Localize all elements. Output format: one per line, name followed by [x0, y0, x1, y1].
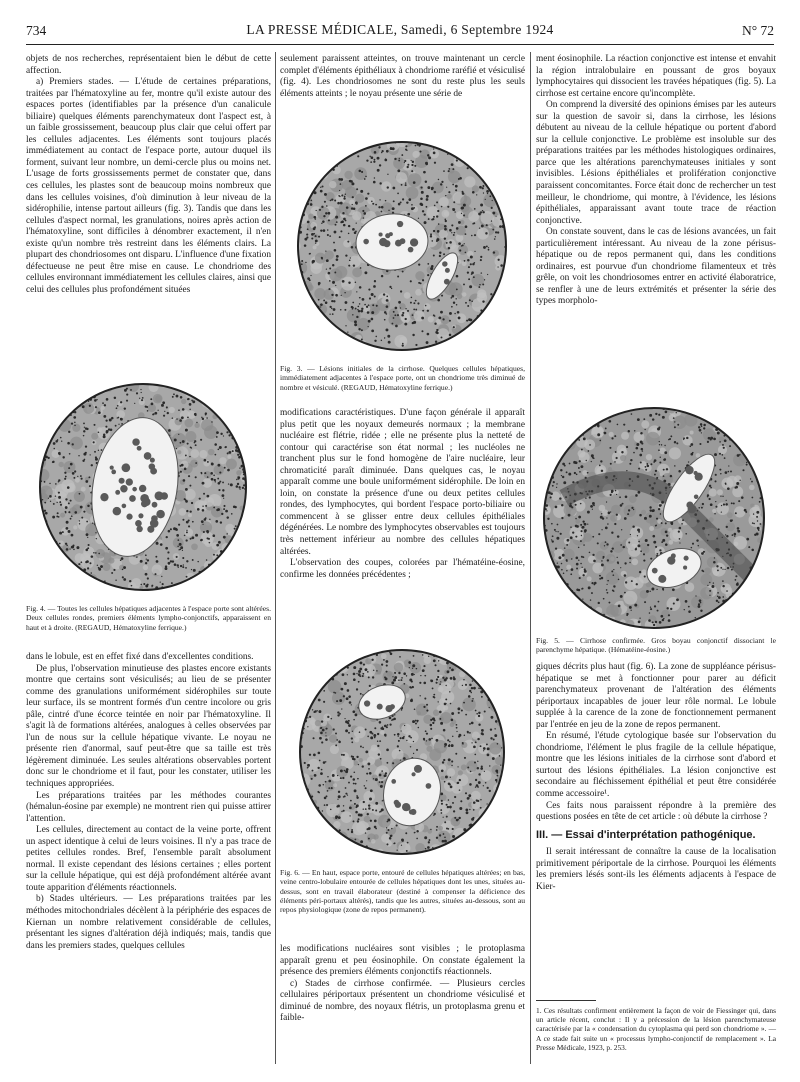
paragraph: Ces faits nous paraissent répondre à la première des questions posées en tête de cet article : où débute la cirrhose ? [536, 800, 776, 823]
paragraph: L'observation des coupes, colorées par l'hématéine-éosine, confirme les données précédentes ; [280, 558, 525, 580]
paragraph: On constate souvent, dans le cas de lésions avancées, un fait particulièrement intéressant. Au niveau de la zone périsus-hépatique ou de repos permanent qui, dans les conditions ordinaires, est pourvue d'un chondriome filamenteux et très grêle, on voit les chondriosomes entrer en activité élaboratrice, se renfler à une de leurs extrémités et présenter la série des types morpholo- [536, 227, 776, 307]
paragraph: De plus, l'observation minutieuse des plastes encore existants montre que certains sont vésiculisés; au lieu de se présenter comme des granulations uniformément sidérophiles sur toute leur surface, ils se montrent formés d'un centre incolore ou gris pâle, cintré d'une écorce teintée en noir par l'hématoxyline. Il s'agit là de formations altérées, analogues à celles observées par l'un de nous sur la cellule hépatique vivante. Le noyau ne présente rien d'anormal, sauf peut-être que sa taille est très légèrement diminuée. Les seules altérations observables portent donc sur le chondriome et il faut, pour les constater, utiliser les techniques appropriées. [26, 663, 271, 790]
column-divider [530, 52, 531, 1064]
paragraph: giques décrits plus haut (fig. 6). La zone de suppléance périsus-hépatique se met à fonctionner pour parer au déficit parenchymateux provenant de l'altération des éléments périportaux incapables de jouer leur rôle normal. Le lobule supplée à la carence de la zone de fonctionnement permanent par l'entrée en jeu de la zone de repos permanent. [536, 662, 776, 730]
running-header [26, 20, 774, 42]
figure-5 [542, 406, 766, 630]
footnote: 1. Ces résultats confirment entièrement la façon de voir de Fiessinger qui, dans un article récent, conclut : Il y a précession de la lésion parenchymateuse caractérisée par la « condensation du cytoplasma qui perd son chondriome ». — A ce stade fait suite un « processus lympho-conjonctif de remplacement ». La Presse Médicale, 1923, p. 253. [536, 1006, 776, 1052]
column-2-top [280, 54, 525, 100]
paragraph: seulement paraissent atteintes, on trouve maintenant un cercle complet d'éléments épithéliaux à chondriome raréfié et vésiculisé (fig. 4). Les chondriosomes ne sont du reste plus les seuls éléments atteints ; le noyau présente une série de [280, 54, 525, 99]
micrograph-fig3 [292, 140, 512, 352]
column-divider [275, 52, 276, 1064]
figure-4-caption: Fig. 4. — Toutes les cellules hépatiques adjacentes à l'espace porte sont altérées. Deux cellules rondes, premiers éléments lympho-conjonctifs, apparaissent en haut et à droite. (REGAUD, Hématoxyline ferrique.) [26, 604, 271, 632]
paragraph: objets de nos recherches, représentaient bien le début de cette affection. [26, 54, 271, 76]
paragraph: a) Premiers stades. — L'étude de certaines préparations, traitées par l'hématoxyline au fer, montre qu'il existe autour des espaces portes (identifiables par la présence d'un canalicule biliaire) quelques éléments parenchymateux dont l'aspect est, à un faible grossissement, beaucoup plus clair que celui offert par les cellules adjacentes. Les éléments sont toujours placés immédiatement au contact de l'espace porte, autour duquel ils forment, suivant leur nombre, un demi-cercle plus ou moins net. L'usage de forts grossissements permet de constater que, dans ces cellules, les plastes sont de beaucoup moins nombreux que dans les cellules voisines, d'où diminution à leur niveau de la sidérophilie, intense partout ailleurs (fig. 3). Tandis que dans les cellules d'aspect normal, les granulations, noires après action de l'hématoxyline, sont difficiles à dénombrer exactement, il n'en existe qu'un nombre très restreint dans les éléments clairs. La plupart des chondriosomes ont disparu. L'influence d'une fixation défectueuse ne peut être mise en cause. Le chondriome des cellules environnant immédiatement les cellules claires, ainsi que celui des cellules plus profondément situées [26, 77, 271, 295]
column-1-bottom [26, 652, 271, 952]
paragraph: ment éosinophile. La réaction conjonctive est intense et envahit la région intralobulaire en poussant de gros boyaux lymphocytaires qui dissocient les travées hépatiques (fig. 5). La cirrhose est certaine encore qu'incomplète. [536, 54, 776, 99]
column-1-top [26, 54, 271, 296]
figure-5-caption: Fig. 5. — Cirrhose confirmée. Gros boyau conjonctif dissociant le parenchyme hépatique. (Hématéine-éosine.) [536, 636, 776, 655]
paragraph: dans le lobule, est en effet fixé dans d'excellentes conditions. [26, 652, 254, 662]
paragraph: En résumé, l'étude cytologique basée sur l'observation du chondriome, l'élément le plus fragile de la cellule hépatique, montre que les lésions initiales de la cirrhose sont d'abord et surtout des lésions épithéliales. La lésion conjonctive est secondaire au fléchissement épithélial et peut être considérée comme accessoire¹. [536, 731, 776, 800]
paragraph: Les cellules, directement au contact de la veine porte, offrent un aspect identique à celui de leurs voisines. Il n'y a pas trace de petites cellules rondes. Bref, l'ensemble paraît absolument normal. Il existe cependant des lésions certaines ; elles portent sur la cellule hépatique, qui est déjà profondément altérée avant toute apparition d'éléments réactionnels. [26, 825, 271, 893]
paragraph: c) Stades de cirrhose confirmée. — Plusieurs cercles cellulaires périportaux présentent un chondriome vésiculisé et diminué de nombre, des noyaux flétris, un protoplasma grenu et faible- [280, 978, 525, 1024]
paragraph: Il serait intéressant de connaître la cause de la localisation primitivement périportale de la cirrhose. Pourquoi les éléments les premiers lésés sont-ils les éléments adjacents à l'espace de Kier- [536, 847, 776, 892]
column-3-bottom [536, 662, 776, 893]
figure-4 [38, 382, 248, 592]
paragraph: b) Stades ultérieurs. — Les préparations traitées par les méthodes mitochondriales décèlent à la périphérie des espaces de Kiernan un nombre relativement considérable de cellules, présentant les signes d'altération déjà indiqués; mais, tandis que dans les premiers stades, quelques cellules [26, 894, 271, 951]
micrograph-fig6 [298, 648, 506, 856]
paragraph: On comprend la diversité des opinions émises par les auteurs sur la question de savoir si, dans la cirrhose, les lésions débutent au niveau de la cellule hépatique ou portent d'abord sur la cellule conjonctive. Le problème est insoluble sur des préparations traitées par les méthodes histologiques ordinaires, parce que les altérations parenchymateuses initiales y sont invisibles. Lésions épithéliales et prolifération conjonctive paraissent concomitantes. Force était donc de rechercher un test meilleur, le chondriome, qui montre, à l'évidence, les lésions épithéliales, apparaissant avant toute trace de réaction conjonctive. [536, 100, 776, 226]
column-2-bottom [280, 944, 525, 1025]
page-number: 734 [26, 23, 47, 38]
paragraph: modifications caractéristiques. D'une façon générale il apparaît plus petit que les noyaux demeurés normaux ; la membrane nucléaire est flétrie, ridée ; elle ne présente plus la netteté de contour qui caractérise son état normal ; les nucléoles ne tranchent plus sur le fond homogène de l'aire nucléaire, leur chromaticité paraît diminuée. Dans quelques cas, le noyau apparaît comme une boule uniformément sidérophile. De loin en loin, on constate la présence d'une ou deux petites cellules rondes, des lymphocytes, qui bordent l'espace porto-biliaire ou commencent à se glisser entre deux cellules épithéliales dégénérées. Le nombre des lymphocytes observables est toujours très nettement inférieur au nombre des cellules hépatiques altérées. [280, 408, 525, 557]
micrograph-fig5 [542, 406, 766, 630]
figure-6-caption: Fig. 6. — En haut, espace porte, entouré de cellules hépatiques altérées; en bas, veine centro-lobulaire entourée de cellules hépatiques dont les unes, situées au-dessus, sont en travail élaborateur (destiné à compenser la déficience des éléments péri-portaux altérés), tandis que les autres, situées au-dessous, sont au repos physiologique (zone de repos permanent). [280, 868, 525, 915]
column-2-middle [280, 408, 525, 581]
section-heading: III. — Essai d'interprétation pathogénique. [536, 828, 756, 841]
journal-title: LA PRESSE MÉDICALE, Samedi, 6 Septembre 1924 [246, 22, 554, 37]
paragraph: les modifications nucléaires sont visibles ; le protoplasma apparaît grenu et peu éosinophile. On constate également la présence des premiers éléments conjonctifs réactionnels. [280, 944, 525, 978]
figure-3 [292, 140, 512, 352]
figure-6 [298, 648, 506, 856]
figure-3-caption: Fig. 3. — Lésions initiales de la cirrhose. Quelques cellules hépatiques, immédiatement adjacentes à l'espace porte, ont un chondriome très diminué de nombre et vésiculé. (REGAUD, Hématoxyline ferrique.) [280, 364, 525, 392]
issue-number: N° 72 [741, 23, 774, 38]
micrograph-fig4 [38, 382, 248, 592]
header-rule [26, 44, 774, 45]
footnote-rule [536, 1000, 596, 1001]
column-3-top [536, 54, 776, 308]
paragraph: Les préparations traitées par les méthodes courantes (hémalun-éosine par exemple) ne montrent rien qui puisse attirer l'attention. [26, 790, 271, 824]
